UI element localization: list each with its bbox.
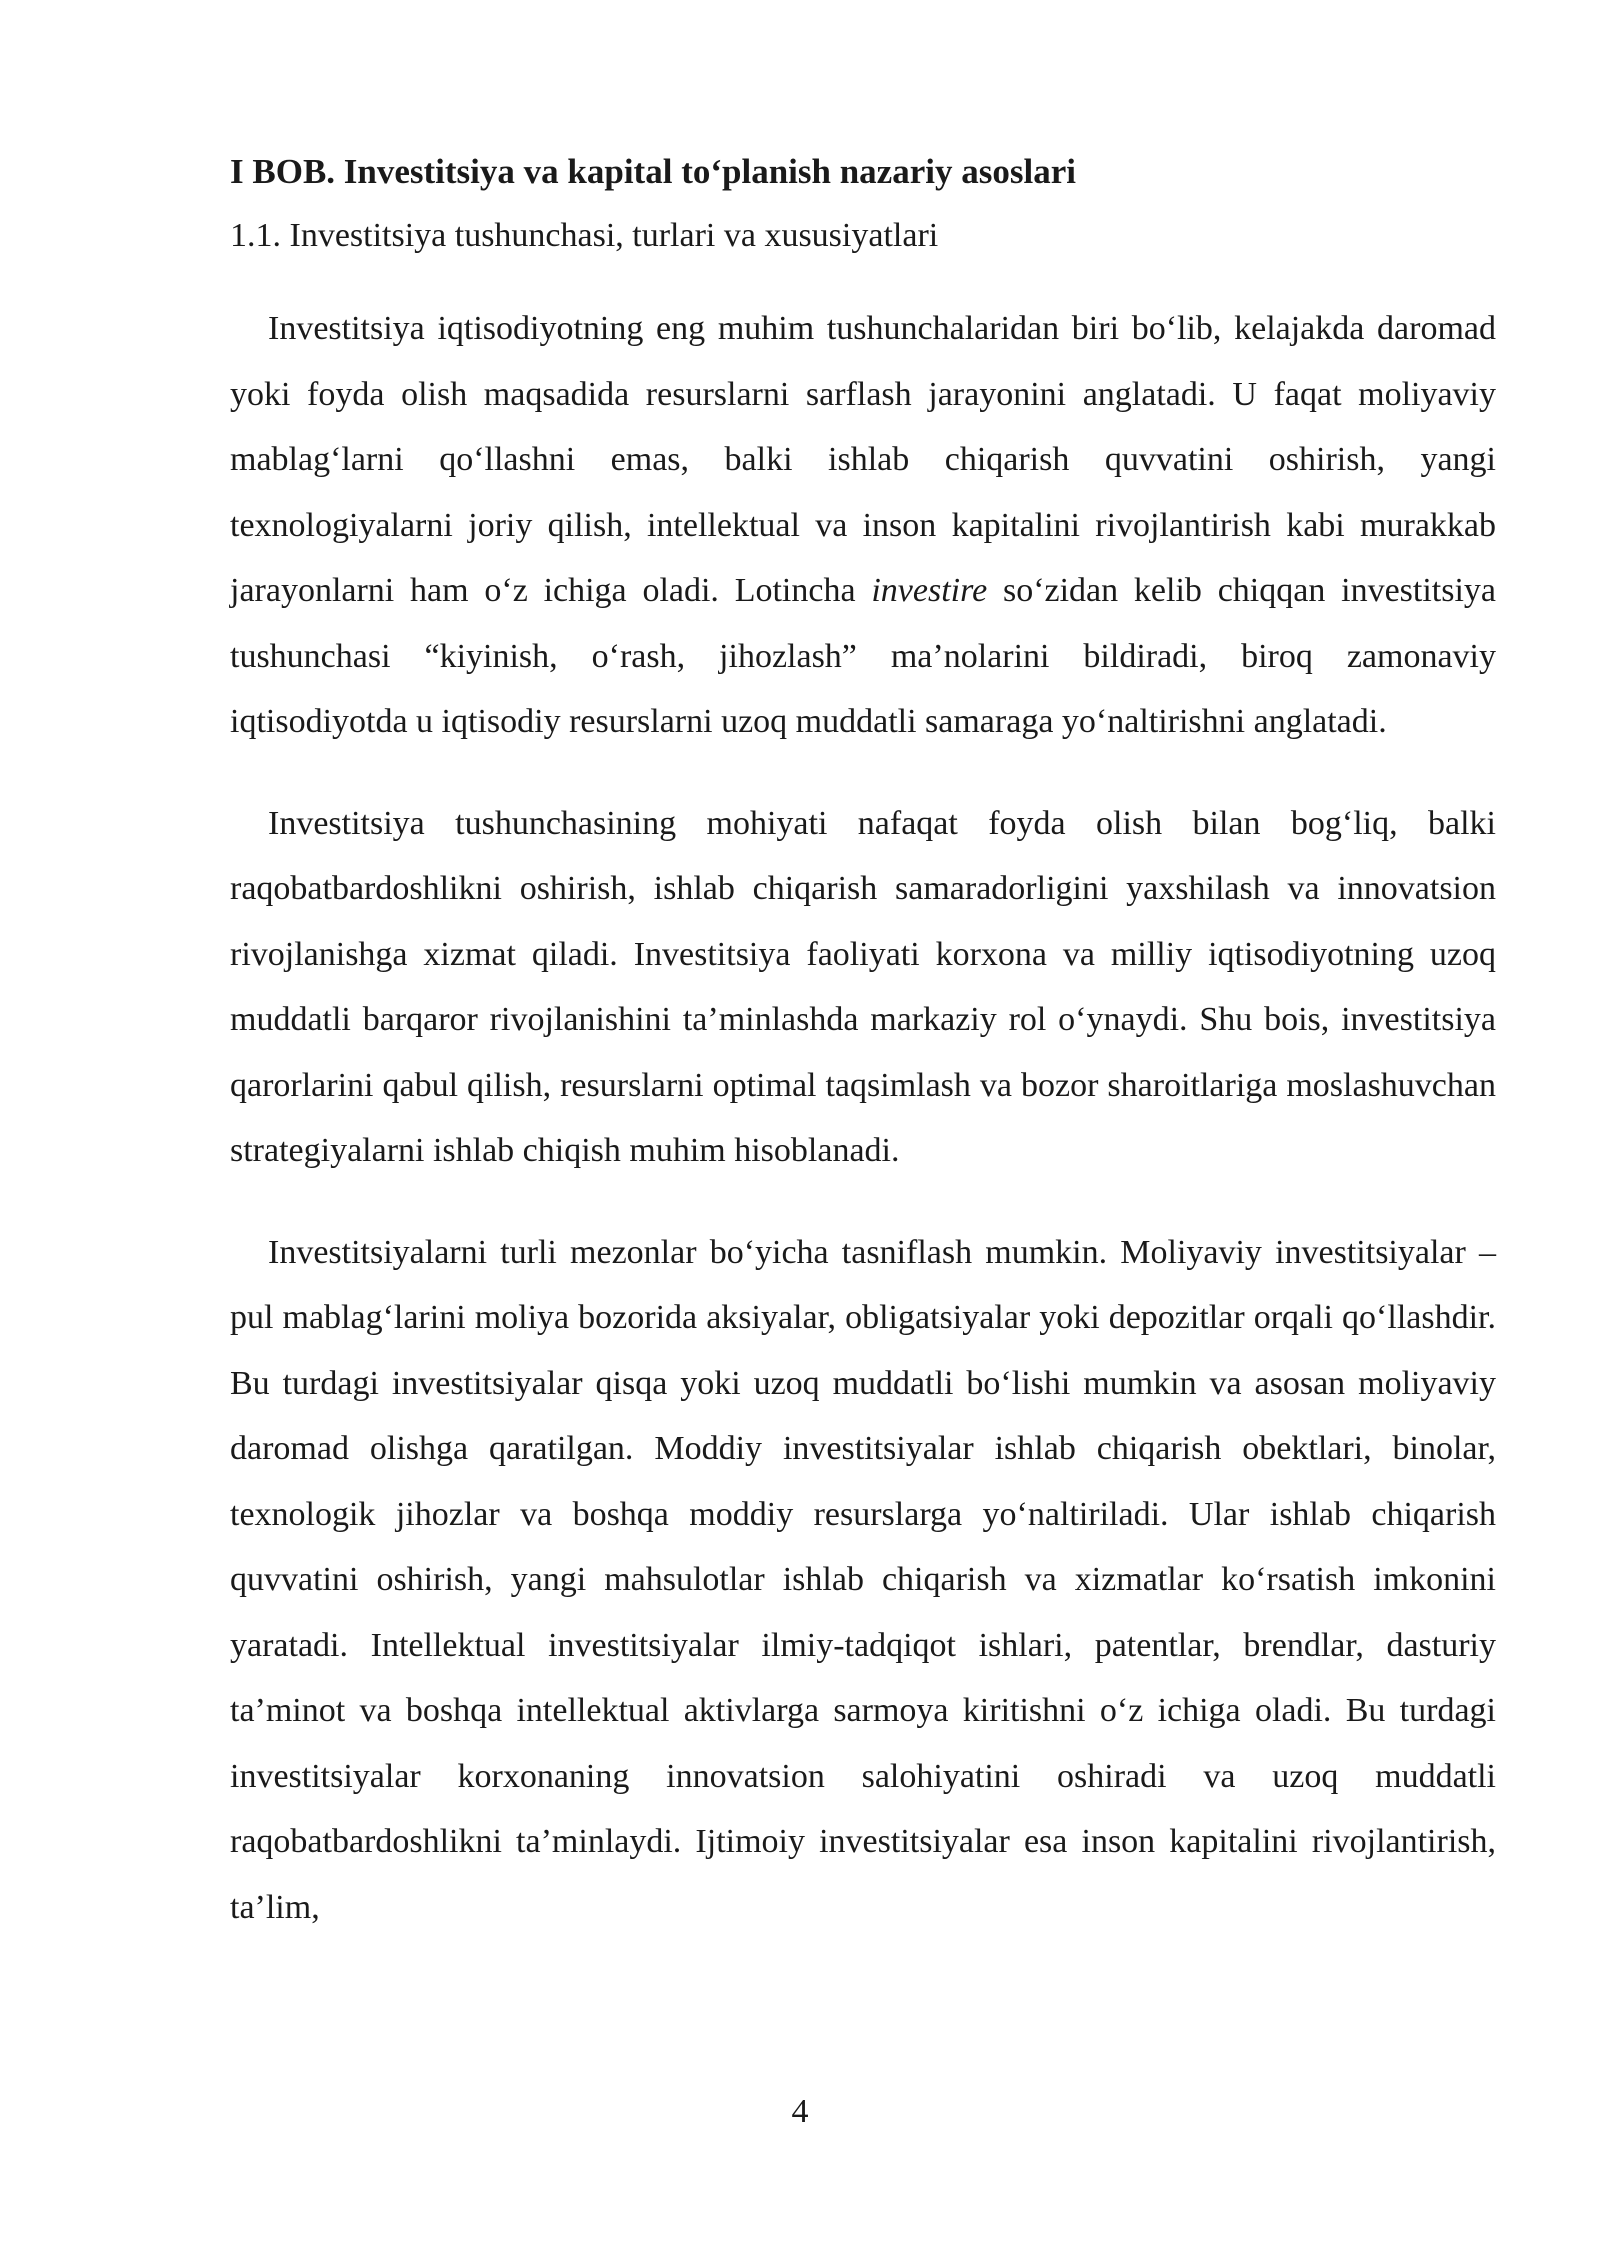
page-number: 4 <box>791 2093 809 2130</box>
paragraph-1 <box>230 296 1496 755</box>
chapter-title: I BOB. Investitsiya va kapital toʻplanish nazariy asoslari <box>230 152 1076 191</box>
paragraph-2: Investitsiya tushunchasining mohiyati nafaqat foyda olish bilan bogʻliq, balki raqobatbardoshlikni oshirish, ishlab chiqarish samaradorligini yaxshilash va innovatsion rivojlanishga xizmat qiladi. Investitsiya faoliyati korxona va milliy iqtisodiyotning uzoq muddatli barqaror rivojlanishini ta’minlashda markaziy rol oʻynaydi. Shu bois, investitsiya qarorlarini qabul qilish, resurslarni optimal taqsimlash va bozor sharoitlariga moslashuvchan strategiyalarni ishlab chiqish muhim hisoblanadi. <box>230 804 1496 1169</box>
section-title: 1.1. Investitsiya tushunchasi, turlari va xususiyatlari <box>230 217 939 254</box>
paragraph-1-text-end: soʻzidan kelib chiqqan investitsiya tushunchasi “kiyinish, oʻrash, jihozlash” ma’nolarini bildiradi, biroq zamonaviy iqtisodiyotda u iqtisodiy resurslarni uzoq muddatli samaraga yoʻnaltirishni anglatadi. <box>230 572 1497 740</box>
document-page <box>230 150 1496 1940</box>
latin-term: investire <box>871 572 988 609</box>
paragraph-3: Investitsiyalarni turli mezonlar boʻyicha tasniflash mumkin. Moliyaviy investitsiyalar – pul mablagʻlarini moliya bozorida aksiyalar, obligatsiyalar yoki depozitlar orqali qoʻllashdir. Bu turdagi investitsiyalar qisqa yoki uzoq muddatli boʻlishi mumkin va asosan moliyaviy daromad olishga qaratilgan. Moddiy investitsiyalar ishlab chiqarish obektlari, binolar, texnologik jihozlar va boshqa moddiy resurslarga yoʻnaltiriladi. Ular ishlab chiqarish quvvatini oshirish, yangi mahsulotlar ishlab chiqarish va xizmatlar koʻrsatish imkonini yaratadi. Intellektual investitsiyalar ilmiy-tadqiqot ishlari, patentlar, brendlar, dasturiy ta’minot va boshqa intellektual aktivlarga sarmoya kiritishni oʻz ichiga oladi. Bu turdagi investitsiyalar korxonaning innovatsion salohiyatini oshiradi va uzoq muddatli raqobatbardoshlikni ta’minlaydi. Ijtimoiy investitsiyalar esa inson kapitalini rivojlantirish, ta’lim, <box>230 1233 1496 1926</box>
paragraph-1-text-start: Investitsiya iqtisodiyotning eng muhim tushunchalaridan biri boʻlib, kelajakda daromad yoki foyda olish maqsadida resurslarni sarflash jarayonini anglatadi. U faqat moliyaviy mablagʻlarni qoʻllashni emas, balki ishlab chiqarish quvvatini oshirish, yangi texnologiyalarni joriy qilish, intellektual va inson kapitalini rivojlantirish kabi murakkab jarayonlarni ham oʻz ichiga oladi. Lotincha <box>230 310 1496 609</box>
